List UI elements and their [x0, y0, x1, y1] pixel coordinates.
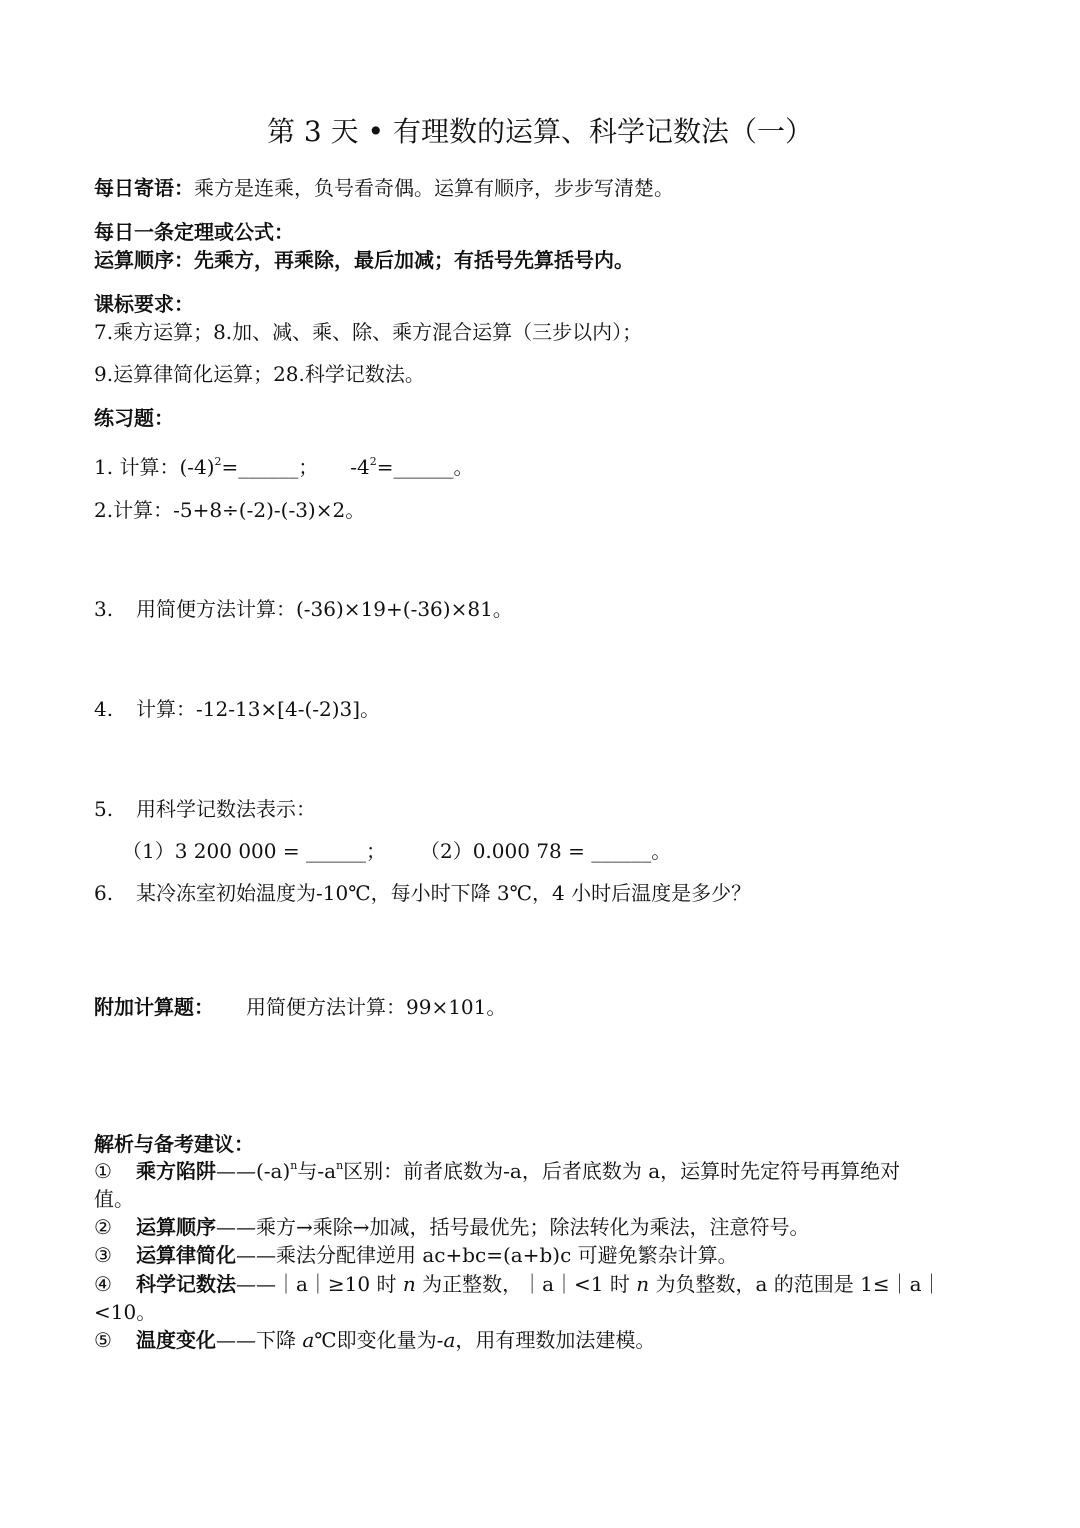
item5-text-2: ℃即变化量为- [314, 1328, 444, 1352]
item4-text-2: 为正整数，｜a｜<1 时 [422, 1272, 630, 1296]
analysis-label: 解析与备考建议： [94, 1132, 254, 1156]
q6-text: 某冷冻室初始温度为-10℃，每小时下降 3℃，4 小时后温度是多少？ [136, 881, 752, 905]
analysis-item-1-cont: 值。 [94, 1187, 134, 1211]
question-2: 2.计算：-5+8÷(-2)-(-3)×2。 [94, 498, 366, 522]
analysis-item-4 [94, 1270, 942, 1298]
item1-exponent-1: n [290, 1159, 298, 1172]
item4-mark: ④ [94, 1272, 112, 1296]
q1-exponent-1: 2 [214, 455, 222, 468]
motto-text: 乘方是连乘，负号看奇偶。运算有顺序，步步写清楚。 [194, 176, 674, 200]
q4-text: 计算：-12-13×[4-(-2)3]。 [136, 697, 381, 721]
extra-label: 附加计算题： [94, 995, 214, 1019]
item3-text: ——乘法分配律逆用 ac+bc=(a+b)c 可避免繁杂计算。 [236, 1243, 738, 1267]
item1-mark: ① [94, 1159, 112, 1183]
q5-part-1: （1）3 200 000 = ______； [122, 839, 386, 863]
question-5-parts [94, 837, 671, 865]
analysis-item-2 [94, 1213, 810, 1241]
exercises-label: 练习题： [94, 406, 174, 430]
q1-part-d: =______。 [376, 455, 474, 479]
extra-text: 用简便方法计算：99×101。 [246, 995, 507, 1019]
q6-number: 6. [94, 881, 114, 905]
item4-title: 科学记数法 [136, 1272, 236, 1296]
page-title: 第 3 天 • 有理数的运算、科学记数法（一） [267, 115, 813, 148]
analysis-item-1 [94, 1157, 900, 1185]
item2-text: ——乘方→乘除→加减，括号最优先；除法转化为乘法，注意符号。 [216, 1215, 810, 1239]
item2-mark: ② [94, 1215, 112, 1239]
standards-line-1: 7.乘方运算；8.加、减、乘、除、乘方混合运算（三步以内）； [94, 320, 643, 344]
formula-label: 每日一条定理或公式： [94, 220, 294, 244]
item5-text-1: ——下降 [216, 1328, 296, 1352]
item1-exponent-2: n [336, 1159, 344, 1172]
item2-title: 运算顺序 [136, 1215, 216, 1239]
analysis-item-3 [94, 1241, 738, 1269]
standards-line-2: 9.运算律简化运算；28.科学记数法。 [94, 362, 425, 386]
item1-text-3: 区别：前者底数为-a，后者底数为 a，运算时先定符号再算绝对 [343, 1159, 901, 1183]
question-1 [94, 453, 474, 481]
q1-exponent-2: 2 [369, 455, 377, 468]
q1-part-c: -4 [350, 455, 370, 479]
item5-title: 温度变化 [136, 1328, 216, 1352]
item3-mark: ③ [94, 1243, 112, 1267]
q1-part-a: 1. 计算：(-4) [94, 455, 215, 479]
q3-number: 3. [94, 597, 114, 621]
question-4 [94, 695, 380, 723]
standards-label: 课标要求： [94, 292, 194, 316]
item1-text-1: ——(-a) [216, 1159, 291, 1183]
item1-text-2: 与-a [297, 1159, 337, 1183]
q1-part-b: =______； [221, 455, 319, 479]
q3-text: 用简便方法计算：(-36)×19+(-36)×81。 [136, 597, 513, 621]
q5-text: 用科学记数法表示： [136, 797, 316, 821]
question-6 [94, 879, 751, 907]
formula-text: 运算顺序：先乘方，再乘除，最后加减；有括号先算括号内。 [94, 248, 634, 272]
q4-number: 4. [94, 697, 114, 721]
item4-n-1: n [402, 1272, 416, 1296]
analysis-item-5 [94, 1326, 655, 1354]
analysis-item-4-cont: <10。 [94, 1300, 157, 1324]
motto-line [94, 174, 674, 202]
item1-title: 乘方陷阱 [136, 1159, 216, 1183]
q5-number: 5. [94, 797, 114, 821]
item5-a-2: a [443, 1328, 456, 1352]
question-5 [94, 795, 316, 823]
q5-part-2: （2）0.000 78 = ______。 [419, 839, 672, 863]
item4-text-3: 为负整数，a 的范围是 1≤｜a｜ [655, 1272, 942, 1296]
item5-a-1: a [302, 1328, 315, 1352]
extra-question [94, 993, 506, 1021]
motto-label: 每日寄语： [94, 176, 194, 200]
question-3 [94, 595, 513, 623]
item5-text-3: ，用有理数加法建模。 [455, 1328, 656, 1352]
item3-title: 运算律简化 [136, 1243, 236, 1267]
item4-text-1: ——｜a｜≥10 时 [236, 1272, 397, 1296]
item4-n-2: n [636, 1272, 650, 1296]
item5-mark: ⑤ [94, 1328, 112, 1352]
